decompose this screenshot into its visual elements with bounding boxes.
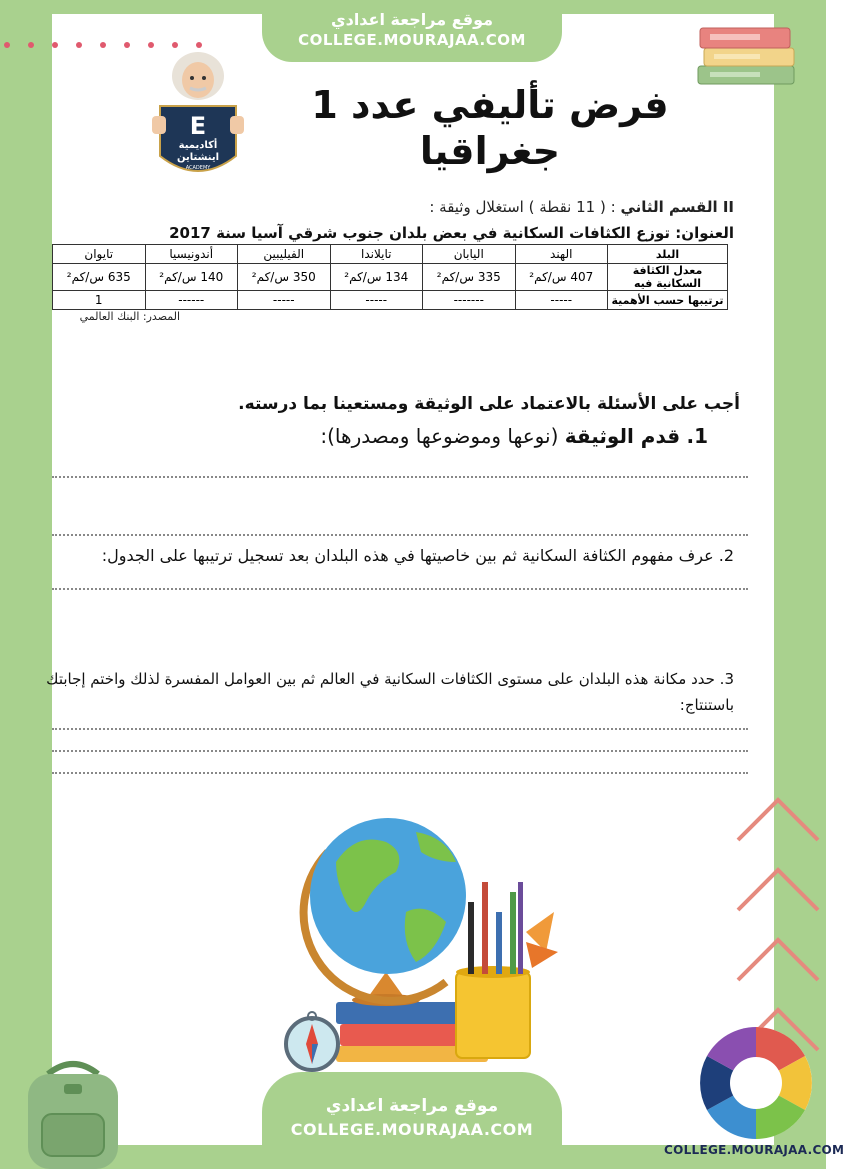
table-row [53, 264, 728, 291]
instructions: أجب على الأسئلة بالاعتماد على الوثيقة ومستعينا بما درسته. [238, 394, 740, 414]
question-3-line1: 3. حدد مكانة هذه البلدان على مستوى الكثافات السكانية في العالم ثم بين العوامل المفسرة لذلك واختم إجابتك [46, 670, 734, 688]
corner-site-label[interactable]: COLLEGE.MOURAJAA.COM [664, 1143, 844, 1157]
header-site-url[interactable]: COLLEGE.MOURAJAA.COM [298, 31, 526, 49]
section-text: : ( 11 نقطة ) استغلال وثيقة : [429, 198, 616, 216]
table-cell[interactable]: ----- [515, 291, 608, 310]
question-1-number: 1. [686, 424, 708, 448]
document-source: المصدر: البنك العالمي [79, 310, 180, 323]
exam-subject: جغراقيا [419, 129, 561, 173]
table-cell: 335 س/كم² [423, 264, 516, 291]
chevron-decoration-icon [728, 790, 826, 1060]
table-cell: اليابان [423, 245, 516, 264]
question-3 [34, 666, 734, 718]
question-1-text: (نوعها وموضوعها ومصدرها): [320, 424, 559, 448]
table-row [53, 291, 728, 310]
logo-tag: ACADEMY [185, 165, 211, 171]
table-cell[interactable]: ------ [145, 291, 238, 310]
table-cell: أندونيسيا [145, 245, 238, 264]
table-cell: 140 س/كم² [145, 264, 238, 291]
table-cell: 1 [53, 291, 146, 310]
table-cell[interactable]: ------- [423, 291, 516, 310]
table-header-density: معدل الكثافة السكانية فيه [608, 264, 728, 291]
footer-site-url[interactable]: COLLEGE.MOURAJAA.COM [290, 1120, 534, 1139]
page-frame-left [0, 0, 52, 1169]
footer-site-arabic: موقع مراجعة اعدادي [325, 1096, 499, 1116]
academy-logo-icon [150, 46, 246, 186]
table-cell: تايلاندا [330, 245, 423, 264]
table-cell[interactable]: ----- [330, 291, 423, 310]
answer-line[interactable] [52, 534, 748, 536]
question-2: 2. عرف مفهوم الكثافة السكانية ثم بين خاصيتها في هذه البلدان بعد تسجيل ترتيبها على الجدول: [101, 546, 734, 565]
question-1 [108, 424, 708, 448]
header-site-arabic: موقع مراجعة اعدادي [330, 10, 494, 29]
answer-line[interactable] [52, 588, 748, 590]
table-cell: 350 س/كم² [238, 264, 331, 291]
density-table [52, 244, 728, 310]
question-3-line2: باستنتاج: [679, 696, 734, 714]
section-header [134, 198, 734, 216]
table-header-country: البلد [608, 245, 728, 264]
compass-icon [276, 1008, 348, 1072]
table-row [53, 245, 728, 264]
footer-banner [262, 1072, 562, 1169]
backpack-icon [18, 1054, 128, 1169]
table-cell: الفيليبين [238, 245, 331, 264]
table-cell: 407 س/كم² [515, 264, 608, 291]
exam-title [300, 82, 680, 174]
logo-letter: E [189, 112, 207, 140]
answer-line[interactable] [52, 750, 748, 752]
answer-line[interactable] [52, 476, 748, 478]
question-1-keyword: قدم الوثيقة [564, 424, 681, 448]
table-cell: 635 س/كم² [53, 264, 146, 291]
logo-name-2: اينشتاين [176, 152, 220, 163]
subjects-wheel-icon [694, 1024, 818, 1142]
table-cell: تايوان [53, 245, 146, 264]
logo-name-1: أكاديمية [178, 140, 218, 151]
section-label: II القسم الثاني [620, 198, 734, 216]
table-header-rank: ترتيبها حسب الأهمية [608, 291, 728, 310]
exam-title-line1: فرض تأليفي عدد 1 [311, 83, 669, 127]
books-stack-icon [690, 14, 802, 90]
header-banner [262, 0, 562, 62]
answer-line[interactable] [52, 772, 748, 774]
answer-line[interactable] [52, 728, 748, 730]
document-title: العنوان: توزع الكثافات السكانية في بعض بلدان جنوب شرقي آسيا سنة 2017 [169, 224, 734, 242]
table-cell[interactable]: ----- [238, 291, 331, 310]
table-cell: 134 س/كم² [330, 264, 423, 291]
table-cell: الهند [515, 245, 608, 264]
